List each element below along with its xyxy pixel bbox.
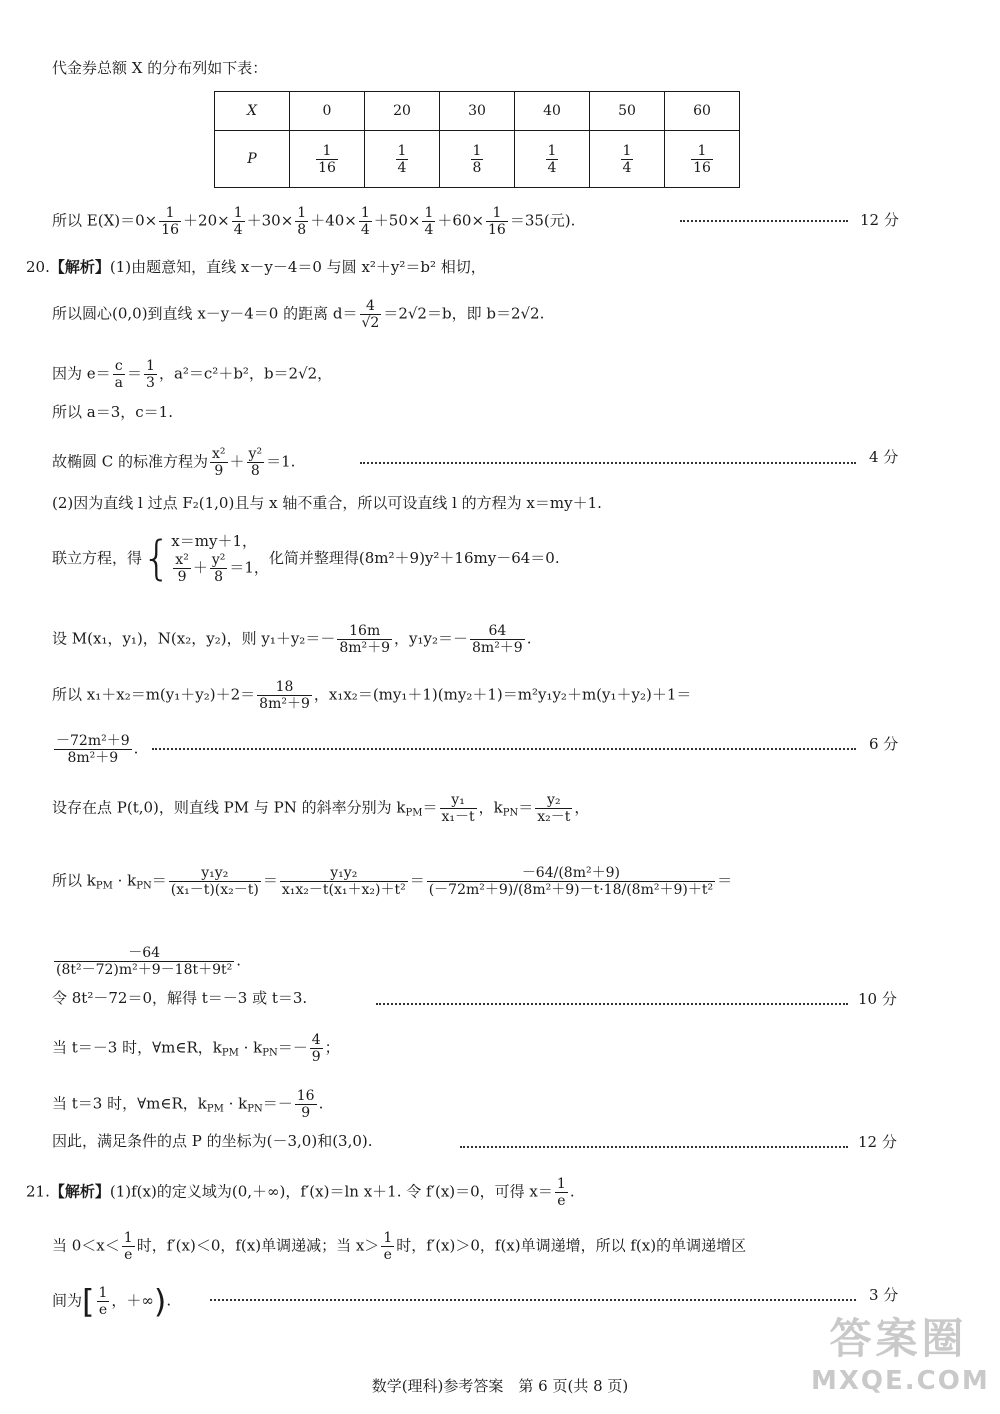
table-cell: 50 <box>590 92 665 131</box>
table-cell: 0 <box>290 92 365 131</box>
q21-line2: 当 0＜x＜ $\frac{1}{e}$ 时，f′(x)＜0，f(x)单调递减；当 x＞ $\frac{1}{e}$ 时，f′(x)＞0，f(x)单调递增，所以 f(x)的单调递增区 <box>52 1230 747 1263</box>
score-leader <box>210 1299 856 1301</box>
watermark-logo: 答案圈 MXQE.COM <box>811 1314 990 1396</box>
table-header-x: X <box>215 92 290 131</box>
score-leader <box>360 462 856 464</box>
score-leader <box>152 748 856 750</box>
distribution-table <box>214 91 740 188</box>
table-cell: $\frac{1}{4}$ <box>515 131 590 188</box>
score-10: 10 分 <box>858 990 897 1008</box>
q20-line10: $\frac{\text{－72m²＋9}}{\text{8m²＋9}}$ . <box>56 733 139 766</box>
q20-line17: 因此，满足条件的点 P 的坐标为(－3,0)和(3,0). <box>52 1132 373 1150</box>
q20-line16: 当 t＝3 时，∀m∈R，$k_{PM} \cdot k_{PN}=-$ $\frac{16}{9}$ . <box>52 1088 324 1121</box>
table-cell: $\frac{1}{4}$ <box>590 131 665 188</box>
q20-line4: 所以 a＝3，c＝1. <box>52 403 173 421</box>
q20-line8: 设 M(x₁，y₁)，N(x₂，y₂)，则 y₁＋y₂＝－ $\frac{16m}{\text{8m²＋9}}$ ，y₁y₂＝－ $\frac{64}{\text{8m²＋9}}$ . <box>52 623 532 656</box>
q20-line13: $\frac{-64}{\text{(8t²－72)m²＋9－18t＋9t²}}$ . <box>56 945 242 978</box>
score-6: 6 分 <box>869 735 899 753</box>
q20-line2: 所以圆心(0,0)到直线 x－y－4＝0 的距离 d＝ $\frac{4}{√2}$ ＝2√2＝b，即 b＝2√2. <box>52 298 545 331</box>
table-cell: $\frac{1}{4}$ <box>365 131 440 188</box>
q20-tag: 【解析】 <box>49 258 110 276</box>
table-cell: $\frac{1}{8}$ <box>440 131 515 188</box>
score-12-b: 12 分 <box>858 1133 897 1151</box>
q20-number: 20. <box>26 258 50 276</box>
q20-line15: 当 t＝－3 时，∀m∈R，$k_{PM} \cdot k_{PN}=-$ $\frac{4}{9}$ ； <box>52 1032 340 1065</box>
q20-line3: 因为 e＝ $\frac{c}{a}$ ＝ $\frac{1}{3}$ ，a²＝c²＋b²，b＝2√2， <box>52 358 333 391</box>
expectation-line: 所以 E(X)＝0× $\frac{1}{16}$ ＋20× $\frac{1}{4}$ ＋30× $\frac{1}{8}$ ＋40× $\frac{1}{4}$ ＋50× $\frac{1}{4}$ ＋60× $\frac{1}{16}$ ＝35(元). <box>52 205 576 238</box>
table-cell: 30 <box>440 92 515 131</box>
brace-icon: { <box>142 530 172 585</box>
table-cell: 60 <box>665 92 740 131</box>
score-4: 4 分 <box>869 448 899 466</box>
q20-line12: 所以 $k_{PM} \cdot k_{PN}=$ $\frac{\text{y₁y₂}}{\text{(x₁－t)(x₂－t)}}$ ＝ $\frac{\text{y₁y₂}}{\text{x₁x₂－t(x₁＋x₂)＋t²}}$ ＝ $\frac{\text{－64/(8m²＋9)}}{\text{(－72m²＋9)/(8m²＋9)－t·18/(8m²＋9)＋t²}}$ ＝ <box>52 865 733 898</box>
score-leader <box>680 220 848 222</box>
q21-tag: 【解析】 <box>49 1182 110 1201</box>
score-leader <box>460 1146 848 1148</box>
q21-line3: 间为[ $\frac{1}{e}$ ，＋∞). <box>52 1282 172 1321</box>
q20-line9: 所以 x₁＋x₂＝m(y₁＋y₂)＋2＝ $\frac{18}{\text{8m²＋9}}$ ，x₁x₂＝(my₁＋1)(my₂＋1)＝m²y₁y₂＋m(y₁＋y₂)＋1＝ <box>52 679 692 712</box>
q20-system-line: 联立方程，得{ x＝my＋1， $\frac{\text{x²}}{9}$ ＋ $\frac{\text{y²}}{8}$ ＝1， 化简并整理得(8m²＋9)y²＋16my－64＝0. <box>52 530 560 585</box>
table-cell: 40 <box>515 92 590 131</box>
score-3: 3 分 <box>869 1286 899 1304</box>
q21-number: 21. <box>26 1182 50 1201</box>
q20-line11: 设存在点 P(t,0)，则直线 PM 与 PN 的斜率分别为 $k_{PM}=$ $\frac{\text{y₁}}{\text{x₁－t}}$ ，$k_{PN}=$ $\frac{\text{y₂}}{\text{x₂－t}}$ ， <box>52 792 590 825</box>
table-cell: $\frac{1}{16}$ <box>665 131 740 188</box>
table-header-p: P <box>215 131 290 188</box>
q20-line6: (2)因为直线 l 过点 F₂(1,0)且与 x 轴不重合，所以可设直线 l 的方程为 x＝my＋1. <box>52 494 602 512</box>
score-leader <box>376 1003 848 1005</box>
table-cell: $\frac{1}{16}$ <box>290 131 365 188</box>
table-cell: 20 <box>365 92 440 131</box>
intro-text: 代金券总额 X 的分布列如下表： <box>52 59 268 77</box>
score-12-a: 12 分 <box>860 211 899 229</box>
q21-line1: 21.【解析】(1)f(x)的定义域为(0,＋∞)，f′(x)＝ln x＋1. 令 f′(x)＝0，可得 x＝ $\frac{1}{e}$ . <box>26 1176 575 1209</box>
page-footer: 数学(理科)参考答案 第 6 页(共 8 页) <box>371 1377 629 1395</box>
q20-line14: 令 8t²－72＝0，解得 t＝－3 或 t＝3. <box>52 989 308 1007</box>
q20-line5: 故椭圆 C 的标准方程为 $\frac{\text{x²}}{9}$ ＋ $\frac{\text{y²}}{8}$ ＝1. <box>52 446 296 479</box>
q20-line1: 20.【解析】(1)由题意知，直线 x－y－4＝0 与圆 x²＋y²＝b² 相切， <box>26 258 486 276</box>
